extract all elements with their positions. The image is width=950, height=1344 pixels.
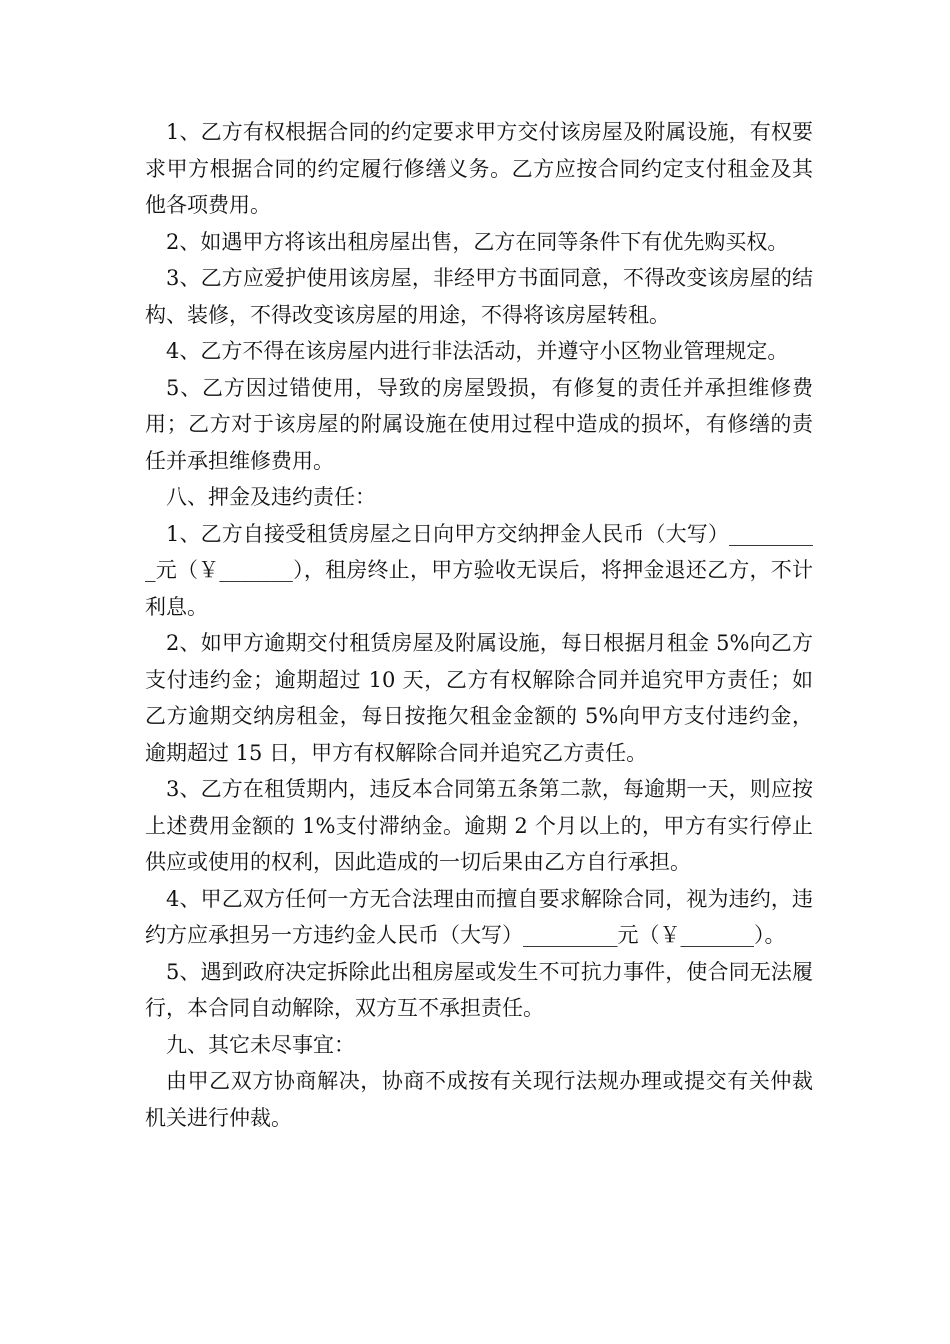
clause-b-5: 5、乙方因过错使用，导致的房屋毁损，有修复的责任并承担维修费用；乙方对于该房屋的附属设施在使用过程中造成的损坏，有修缮的责任并承担维修费用。: [145, 375, 813, 473]
section-heading-9: 九、其它未尽事宜：: [166, 1032, 355, 1057]
deposit-clause-3: 3、乙方在租赁期内，违反本合同第五条第二款，每逾期一天，则应按上述费用金额的 1%支付滞纳金。逾期 2 个月以上的，甲方有实行停止供应或使用的权利，因此造成的一切后果由乙方自行承担。: [145, 777, 813, 874]
clause-b-1: 1、乙方有权根据合同的约定要求甲方交付该房屋及附属设施，有权要求甲方根据合同的约定履行修缮义务。乙方应按合同约定支付租金及其他各项费用。: [145, 120, 813, 217]
contract-body: [145, 114, 813, 1136]
clause-b-4: 4、乙方不得在该房屋内进行非法活动，并遵守小区物业管理规定。: [166, 339, 789, 363]
clause-b-2: 2、如遇甲方将该出租房屋出售，乙方在同等条件下有优先购买权。: [166, 229, 789, 254]
deposit-clause-5: 5、遇到政府决定拆除此出租房屋或发生不可抗力事件，使合同无法履行，本合同自动解除，双方互不承担责任。: [145, 959, 813, 1020]
other-matters-text: 由甲乙双方协商解决，协商不成按有关现行法规办理或提交有关仲裁机关进行仲裁。: [145, 1069, 813, 1130]
deposit-clause-4: 4、甲乙双方任何一方无合法理由而擅自要求解除合同，视为违约，违约方应承担另一方违约金人民币（大写）_________元（￥_______）。: [145, 886, 813, 947]
clause-b-3: 3、乙方应爱护使用该房屋，非经甲方书面同意，不得改变该房屋的结构、装修，不得改变该房屋的用途，不得将该房屋转租。: [145, 266, 813, 327]
deposit-clause-2: 2、如甲方逾期交付租赁房屋及附属设施，每日根据月租金 5%向乙方支付违约金；逾期超过 10 天，乙方有权解除合同并追究甲方责任；如乙方逾期交纳房租金，每日按拖欠租金金额的 5%向甲方支付违约金，逾期超过 15 日，甲方有权解除合同并追究乙方责任。: [145, 631, 813, 765]
section-heading-8: 八、押金及违约责任：: [166, 485, 376, 509]
deposit-clause-1: 1、乙方自接受租赁房屋之日向甲方交纳押金人民币（大写）_________元（￥_______），租房终止，甲方验收无误后，将押金退还乙方，不计利息。: [145, 521, 813, 619]
